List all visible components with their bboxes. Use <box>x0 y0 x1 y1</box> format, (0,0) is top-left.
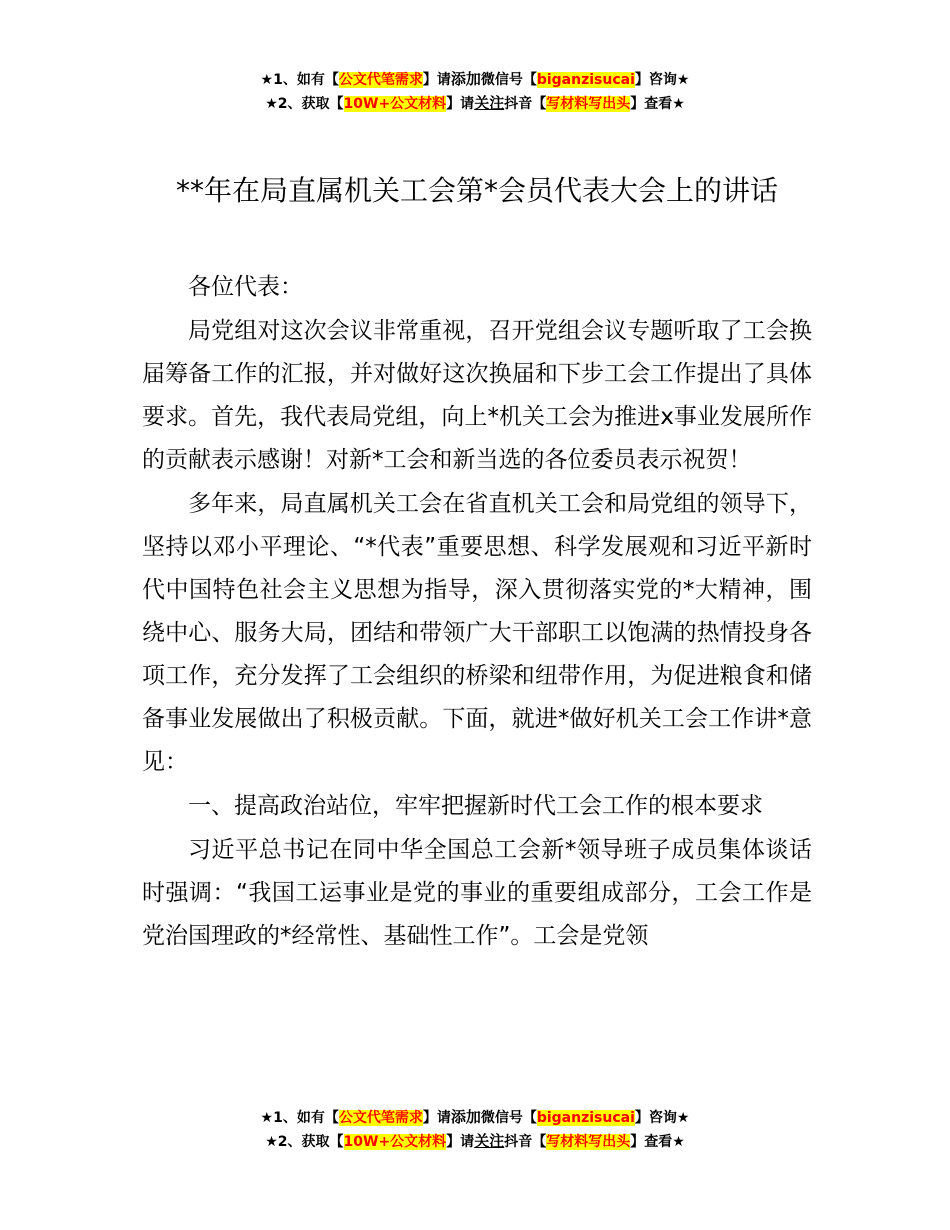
section-heading: 一、提高政治站位，牢牢把握新时代工会工作的根本要求 <box>188 793 763 819</box>
highlight-wechat-id: biganzisucai <box>536 72 635 88</box>
highlight-materials: 10W+公文材料 <box>343 96 447 112</box>
highlight-douyin-account: 写材料写出头 <box>546 1134 631 1150</box>
banner-line-1: ★1、如有【公文代笔需求】请添加微信号【biganzisucai】咨询★ <box>260 70 690 88</box>
paragraph: 局党组对这次会议非常重视，召开党组会议专题听取了工会换届筹备工作的汇报，并对做好这次换届和下步工会工作提出了具体要求。首先，我代表局党组，向上*机关工会为推进x事业发展所作的贡献表示感谢！对新*工会和新当选的各位委员表示祝贺！ <box>142 318 812 473</box>
highlight-service: 公文代笔需求 <box>338 1110 423 1126</box>
highlight-materials: 10W+公文材料 <box>343 1134 447 1150</box>
document-body <box>142 266 812 959</box>
document-title: **年在局直属机关工会第*会员代表大会上的讲话 <box>175 174 778 207</box>
banner-line-2: ★2、获取【10W+公文材料】请关注抖音【写材料写出头】查看★ <box>265 94 685 112</box>
banner-line-1: ★1、如有【公文代笔需求】请添加微信号【biganzisucai】咨询★ <box>260 1108 690 1126</box>
footer-banner <box>0 1106 950 1154</box>
paragraph: 习近平总书记在同中华全国总工会新*领导班子成员集体谈话时强调：“我国工运事业是党的事业的重要组成部分，工会工作是党治国理政的*经常性、基础性工作”。工会是党领 <box>142 837 812 949</box>
highlight-service: 公文代笔需求 <box>338 72 423 88</box>
banner-line-2: ★2、获取【10W+公文材料】请关注抖音【写材料写出头】查看★ <box>265 1132 685 1150</box>
highlight-douyin-account: 写材料写出头 <box>546 96 631 112</box>
header-banner <box>0 68 950 116</box>
highlight-wechat-id: biganzisucai <box>536 1110 635 1126</box>
salutation: 各位代表： <box>188 274 303 300</box>
paragraph: 多年来，局直属机关工会在省直机关工会和局党组的领导下，坚持以邓小平理论、“*代表”重要思想、科学发展观和习近平新时代中国特色社会主义思想为指导，深入贯彻落实党的*大精神，围绕中心、服务大局，团结和带领广大干部职工以饱满的热情投身各项工作，充分发挥了工会组织的桥梁和纽带作用，为促进粮食和储备事业发展做出了积极贡献。下面，就进*做好机关工会工作讲*意见： <box>142 491 812 775</box>
